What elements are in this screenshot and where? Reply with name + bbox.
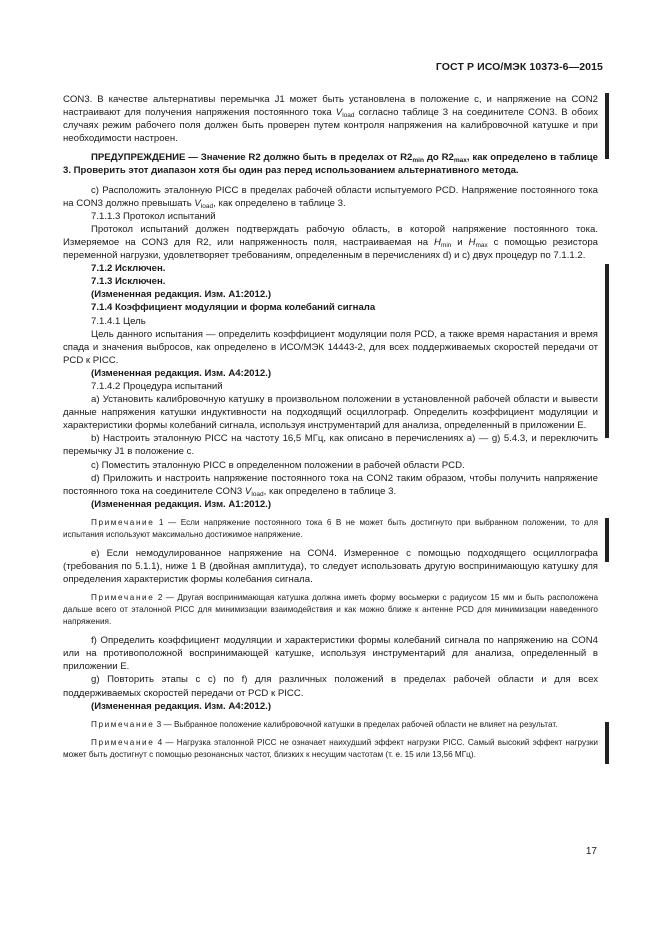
- list-item-d: d) Приложить и настроить напряжение постоянного тока на CON2 таким образом, чтобы получить напряжение постоянного тока на соединителе CON3 $V_{load}$, как определено в таблице 3.: [63, 472, 598, 498]
- section-heading: 7.1.4.1 Цель: [91, 315, 146, 327]
- warning-paragraph: ПРЕДУПРЕЖДЕНИЕ — Значение R2 должно быть в пределах от $R2_{min}$ до $R2_{max}$, как определено в таблице 3. Проверить этот диапазон хотя бы один раз перед использованием альтернативного метода.: [63, 152, 598, 177]
- standard-header: ГОСТ Р ИСО/МЭК 10373-6—2015: [435, 61, 603, 73]
- page-number: 17: [585, 846, 597, 857]
- section-heading: 7.1.4.2 Процедура испытаний: [91, 380, 223, 392]
- revision-note: (Измененная редакция. Изм. А4:2012.): [91, 700, 272, 712]
- revision-note: (Измененная редакция. Изм. А1:2012.): [91, 498, 272, 510]
- section-heading: 7.1.3 Исключен.: [91, 276, 166, 288]
- note-4: Примечание 4 — Нагрузка эталонной PICC не означает наихудший эффект нагрузки PICC. Самый высокий эффект нагрузки может быть достигнут с помощью резонансных частот, близких к несущим частотам (т. е. 15 или 13,56 МГц).: [63, 737, 598, 759]
- revision-note: (Измененная редакция. Изм. А1:2012.): [91, 289, 272, 301]
- paragraph: Протокол испытаний должен подтверждать рабочую область, в которой напряжение постоянного тока. Измеряемое на CON3 для R2, или напряженность поля, настраиваемая на $H_{min}$ и $H_{max}$ с помощью резистора переменной нагрузки, удовлетворяет требованиям, определенным в перечислениях d) и c) двух процедур по 7.1.1.2.: [63, 223, 599, 262]
- section-heading: 7.1.1.3 Протокол испытаний: [91, 210, 216, 222]
- list-item-b: b) Настроить эталонную PICC на частоту 16,5 МГц, как описано в перечислениях а) — g) 5.4.3, и переключить перемычку J1 в положение с.: [63, 433, 598, 458]
- revision-note: (Измененная редакция. Изм. А4:2012.): [91, 367, 272, 379]
- revision-bar: [605, 93, 609, 159]
- list-item-e: e) Если немодулированное напряжение на CON4. Измеренное с помощью подходящего осциллографа (требования по 5.1.1), ниже 1 В (двойная амплитуда), то следует использовать другую воспринимающую катушку для определения характеристик формы колебания сигнала.: [63, 547, 598, 586]
- list-item-a: a) Установить калибровочную катушку в произвольном положении в установленной рабочей области и вывести данные напряжения катушки индуктивности на подходящий осциллограф. Определить коэффициент модуляции и характеристики формы колебаний сигнала, используя инструментарий для анализа, определенный в приложении E.: [63, 394, 598, 432]
- list-item-g: g) Повторить этапы с c) по f) для различных положений в пределах рабочей области и для всех поддерживаемых скоростей передачи от PCD к PICC.: [63, 674, 598, 699]
- revision-bar: [605, 264, 609, 438]
- paragraph: Цель данного испытания — определить коэффициент модуляции поля PCD, а также время нарастания и время спада и значения выбросов, как определено в ИСО/МЭК 14443-2, для всех поддерживаемых скоростей передачи от PCD к PICC.: [63, 328, 598, 366]
- revision-bar: [605, 518, 609, 562]
- list-item-f: f) Определить коэффициент модуляции и характеристики формы колебаний сигнала по напряжению на CON4 или на противоположной воспринимающей катушке, используя инструментарий для анализа, определенный в приложении E.: [63, 635, 598, 673]
- list-item-c: c) Поместить эталонную PICC в определенном положении в рабочей области PCD.: [91, 459, 465, 471]
- list-item-c: c) Расположить эталонную PICC в пределах рабочей области испытуемого PCD. Напряжение постоянного тока на CON3 должно превышать $V_{load}$, как определено в таблице 3.: [63, 184, 598, 210]
- note-2: Примечание 2 — Другая воспринимающая катушка должна иметь форму восьмерки с радиусом 15 мм и быть расположена дальше всего от эталонной PICC для минимизации взаимодействия и как можно ближе к антенне PCD для минимизации наведенного напряжения.: [63, 593, 598, 627]
- revision-bar: [605, 722, 609, 764]
- note-3: Примечание 3 — Выбранное положение калибровочной катушки в пределах рабочей области не влияет на результат.: [91, 719, 558, 729]
- section-heading: 7.1.4 Коэффициент модуляции и форма колебаний сигнала: [91, 302, 376, 314]
- document-body: [63, 93, 598, 761]
- paragraph: CON3. В качестве альтернативы перемычка J1 может быть установлена в положение c, и напряжение на CON2 настраивают для получения напряжения постоянного тока $V_{load}$ согласно таблице 3 на соединителе CON3. В обоих случаях режим рабочего поля должен быть проверен путем контроля напряжения на калибровочной катушке и при необходимости настроен.: [63, 94, 599, 145]
- section-heading: 7.1.2 Исключен.: [91, 263, 166, 275]
- note-1: Примечание 1 — Если напряжение постоянного тока 6 В не может быть достигнуто при выбранном положении, то для испытания используют максимально достижимое напряжение.: [63, 517, 598, 539]
